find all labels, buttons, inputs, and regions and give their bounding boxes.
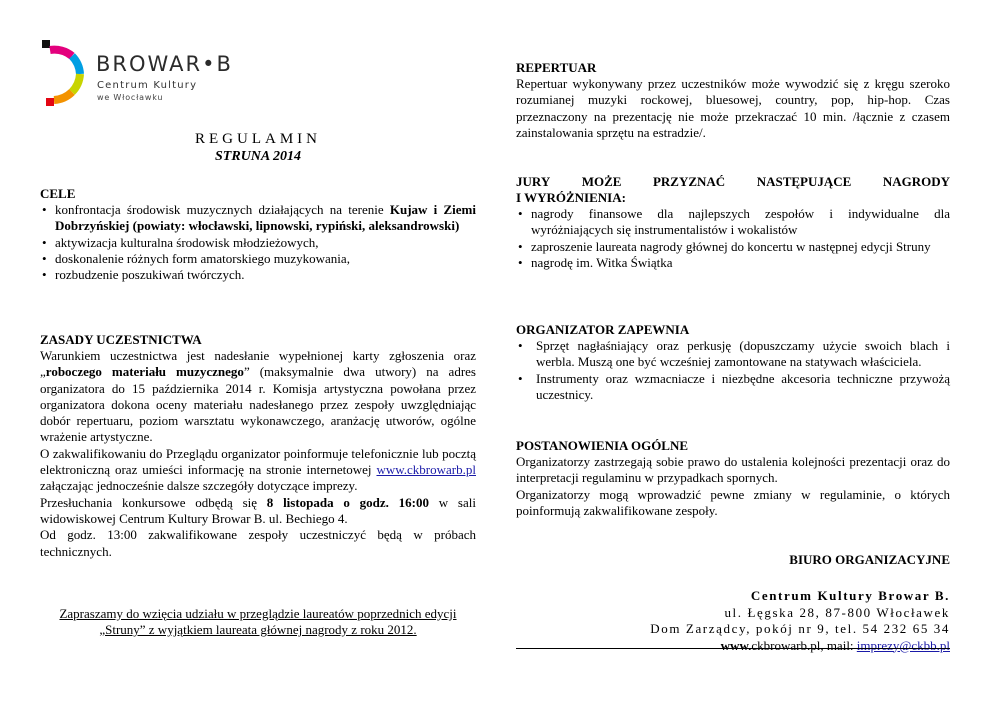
zasady-paragraph-4: Od godz. 13:00 zakwalifikowane zespoły uczestniczyć będą w próbach technicznych. xyxy=(40,527,476,559)
document-title xyxy=(40,130,476,166)
biuro-heading: BIURO ORGANIZACYJNE xyxy=(789,552,950,567)
jury-heading-word: JURY xyxy=(516,174,551,189)
address-block xyxy=(516,588,950,654)
section-organizator xyxy=(516,322,950,403)
logo-subtitle-city: we Włocławku xyxy=(97,93,164,102)
title-struna: STRUNA 2014 xyxy=(215,149,301,164)
cele-heading: CELE xyxy=(40,186,76,201)
jury-heading-word: MOŻE xyxy=(581,174,622,189)
address-room-phone: Dom Zarządcy, pokój nr 9, tel. 54 232 65 34 xyxy=(650,621,950,636)
list-item: • Instrumenty oraz wzmacniacze i niezbędne akcesoria techniczne przywożą uczestnicy. xyxy=(516,371,950,404)
list-item xyxy=(40,202,476,235)
repertuar-heading: REPERTUAR xyxy=(516,60,597,75)
zasady-text: załączając jednocześnie dalsze szczegóły dotyczące imprezy. xyxy=(40,478,358,494)
zasady-paragraph-1 xyxy=(40,348,476,446)
repertuar-text: Repertuar wykonywany przez uczestników może wywodzić się z kręgu szeroko rozumianej muzyki rockowej, bluesowej, country, pop, hip-hop. Czas przeznaczony na prezentację nie może przekraczać 10 min. /łącznie z czasem zainstalowania sprzętu na estradzie/. xyxy=(516,76,950,140)
bottom-divider xyxy=(516,648,950,649)
zasady-text: O zakwalifikowaniu do Przeglądu organizator poinformuje telefonicznie lub pocztą elektroniczną oraz umieści informację na stronie internetowej xyxy=(40,445,476,478)
list-item: • aktywizacja kulturalna środowisk młodzieżowych, xyxy=(40,235,476,251)
organizator-heading: ORGANIZATOR ZAPEWNIA xyxy=(516,322,690,337)
jury-heading-word: NAGRODY xyxy=(882,174,950,189)
website-link[interactable]: www.ckbrowarb.pl xyxy=(376,462,476,478)
title-regulamin: REGULAMIN xyxy=(195,131,321,147)
invite-note xyxy=(40,606,476,638)
postanowienia-paragraph-2: Organizatorzy mogą wprowadzić pewne zmiany w regulaminie, o których poinformują zakwalifikowane zespoły. xyxy=(516,486,950,518)
list-item: • Sprzęt nagłaśniający oraz perkusję (dopuszczamy użycie swoich blach i werbla. Muszą one być wcześniej zamontowane na statywach właściciela. xyxy=(516,338,950,371)
zasady-paragraph-2 xyxy=(40,446,476,495)
list-item: • nagrody finansowe dla najlepszych zespołów i indywidualne dla wyróżniających się instrumentalistów i wokalistów xyxy=(516,206,950,239)
email-link[interactable]: imprezy@ckbb.pl xyxy=(856,637,950,653)
jury-heading xyxy=(516,174,950,190)
zasady-text: ” (maksymalnie dwa utwory) na adres organizatora do 15 października 2014 r. Komisja artystyczna powołana przez organizatora dokona oceny materiału nadesłanego przez zespoły uwzględniając dobór repertuaru, poziom warsztatu wykonawczego, aranżację utworów, ogólne wrażenie artystyczne. xyxy=(40,364,476,445)
section-jury xyxy=(516,174,950,271)
jury-heading-word: NASTĘPUJĄCE xyxy=(756,174,852,189)
section-zasady xyxy=(40,332,476,560)
zasady-paragraph-3 xyxy=(40,495,476,528)
zasady-bold: roboczego materiału muzycznego xyxy=(45,364,244,380)
web-rest: ckbrowarb.pl, mail: xyxy=(751,637,857,653)
section-repertuar xyxy=(516,60,950,141)
zasady-text: Warunkiem uczestnictwa jest nadesłanie wypełnionej karty zgłoszenia oraz „ xyxy=(40,348,476,380)
list-item: • zaproszenie laureata nagrody głównej do koncertu w następnej edycji Struny xyxy=(516,239,950,255)
jury-list xyxy=(516,206,950,271)
zasady-text: Przesłuchania konkursowe odbędą się xyxy=(40,494,267,510)
zasady-bold: 8 listopada o godz. 16:00 xyxy=(266,494,430,510)
jury-heading-word: PRZYZNAĆ xyxy=(652,174,726,189)
postanowienia-paragraph-1: Organizatorzy zastrzegają sobie prawo do ustalenia kolejności prezentacji oraz do interpretacji regulaminu w przypadkach spornych. xyxy=(516,454,950,486)
zasady-heading: ZASADY UCZESTNICTWA xyxy=(40,332,202,347)
list-item: • doskonalenie różnych form amatorskiego muzykowania, xyxy=(40,251,476,267)
cele-item-bold: Kujaw i Ziemi Dobrzyńskiej (powiaty: włocławski, lipnowski, rypiński, aleksandrowski) xyxy=(55,202,477,234)
invite-line-1: Zapraszamy do wzięcia udziału w przeglądzie laureatów poprzednich edycji xyxy=(59,606,457,621)
address-org-name: Centrum Kultury Browar B. xyxy=(750,588,950,603)
logo-mark-icon xyxy=(40,38,92,110)
browar-b-logo xyxy=(40,38,240,118)
web-prefix: www. xyxy=(720,637,752,653)
list-item: • rozbudzenie poszukiwań twórczych. xyxy=(40,267,476,283)
address-street: ul. Łęgska 28, 87-800 Włocławek xyxy=(724,604,950,620)
cele-list xyxy=(40,202,476,283)
invite-line-2: „Struny” z wyjątkiem laureata głównej nagrody z roku 2012. xyxy=(99,622,417,637)
address-contact xyxy=(516,638,950,655)
zasady-text: w sali widowiskowej Centrum Kultury Browar B. ul. Bechiego 4. xyxy=(40,494,476,526)
postanowienia-heading: POSTANOWIENIA OGÓLNE xyxy=(516,438,689,453)
jury-heading-line-2: I WYRÓŻNIENIA: xyxy=(516,190,626,205)
section-cele xyxy=(40,186,476,283)
logo-subtitle: Centrum Kultury xyxy=(97,80,198,91)
organizator-list xyxy=(516,338,950,403)
cele-item-text: konfrontacja środowisk muzycznych działających na terenie xyxy=(55,202,390,217)
list-item: • nagrodę im. Witka Świątka xyxy=(516,255,950,271)
section-postanowienia xyxy=(516,438,950,519)
logo-name: BROWAR•B xyxy=(96,52,233,76)
